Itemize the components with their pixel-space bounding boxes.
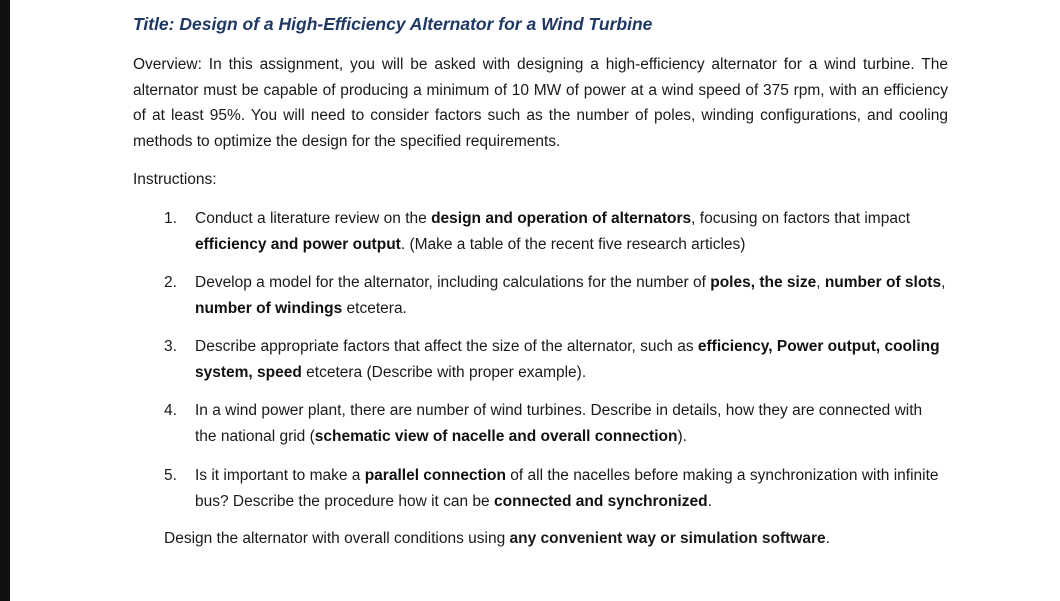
text-run: , [941,274,946,291]
text-run: In a wind power plant, there are number of wind turbines. Describe in details, how they are connected with the national grid ( [195,402,923,445]
text-run: of all the nacelles before making a synchronization with infinite bus? Describe the procedure how it can be [195,467,939,510]
emphasis-text: efficiency and power output [195,235,401,253]
list-item-number: 2. [164,274,177,291]
text-run: Design the alternator with overall conditions using [164,530,510,547]
text-run: ). [677,427,687,445]
text-run: Conduct a literature review on the [195,210,432,227]
overview-paragraph: Overview: In this assignment, you will be asked with designing a high-efficiency alternator for a wind turbine. The alternator must be capable of producing a minimum of 10 MW of power at a wind speed of 375 rpm, with an efficiency of at least 95%. You will need to consider factors such as the number of poles, winding configurations, and cooling methods to optimize the design for the specified requirements. [133,56,948,150]
document-title: Title: Design of a High-Efficiency Alternator for a Wind Turbine [133,14,653,34]
text-run: Describe appropriate factors that affect the size of the alternator, such as [195,338,698,355]
text-run: Develop a model for the alternator, including calculations for the number of [195,274,711,291]
list-item-number: 5. [164,467,177,484]
text-run: , focusing on factors that impact [691,210,911,227]
text-run: Is it important to make a [195,467,365,484]
list-item-text [195,398,948,449]
left-edge-bar [0,0,10,601]
list-item-text [195,334,948,385]
text-run: etcetera (Describe with proper example). [301,363,587,381]
list-item-text [195,206,948,257]
emphasis-text: poles, the size [710,274,817,291]
text-run: . (Make a table of the recent five research articles) [400,235,746,253]
emphasis-text: number of windings [195,299,343,317]
list-item-text [195,270,948,321]
text-run: . [825,530,830,547]
list-item-number: 3. [164,338,177,355]
list-item-number: 4. [164,402,177,419]
list-item-text [195,463,948,514]
text-run: , [816,274,825,291]
emphasis-text: efficiency, Power output, cooling system, speed [195,338,940,381]
emphasis-text: schematic view of nacelle and overall connection [314,427,678,445]
emphasis-text: parallel connection [364,467,506,484]
emphasis-text: design and operation of alternators [431,210,692,227]
text-run: . [707,492,712,510]
emphasis-text: connected and synchronized [493,492,708,510]
instructions-label: Instructions: [133,171,217,188]
closing-paragraph [164,529,830,549]
text-run: etcetera. [342,299,407,317]
emphasis-text: any convenient way or simulation software [509,530,826,547]
list-item-number: 1. [164,210,177,227]
emphasis-text: number of slots [824,274,942,291]
